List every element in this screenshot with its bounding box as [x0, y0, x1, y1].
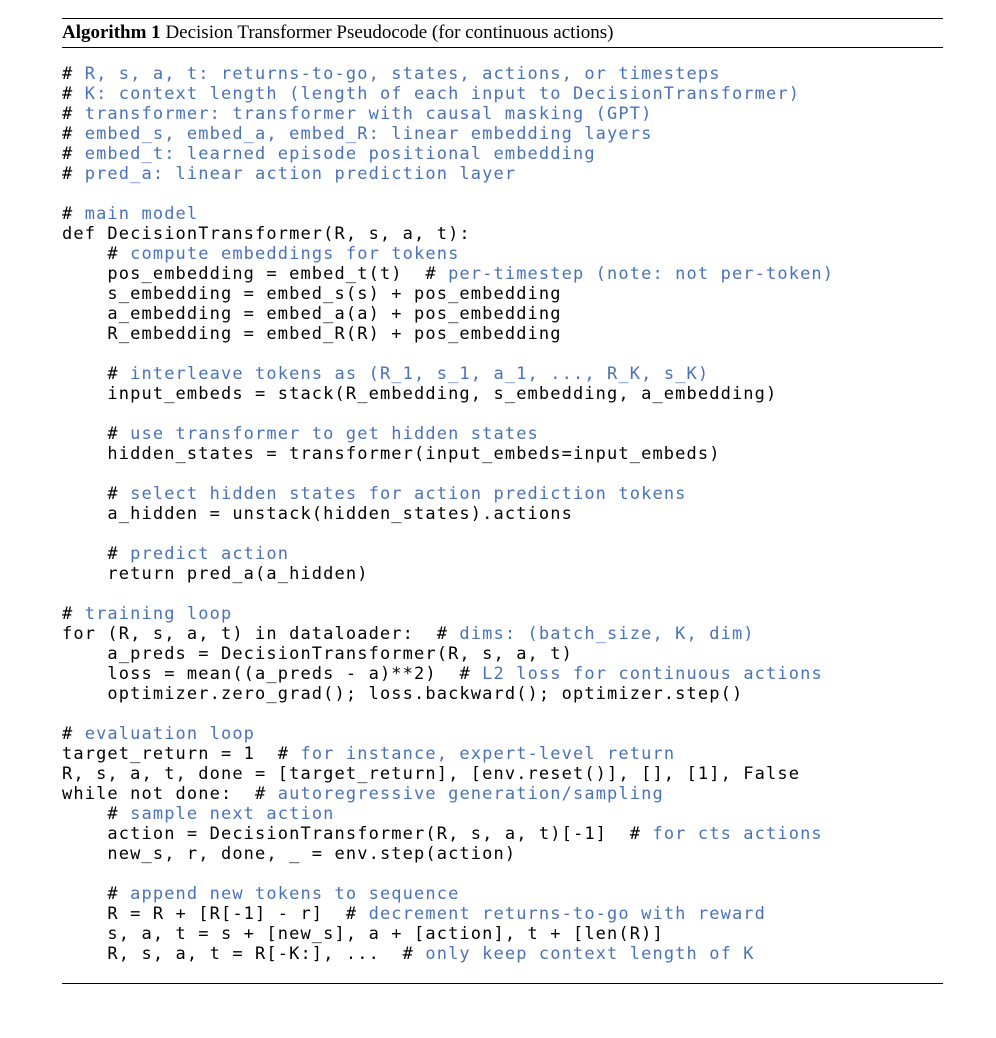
- comment-marker: #: [629, 824, 642, 844]
- code-text: action = DecisionTransformer(R, s, a, t)[-1]: [107, 824, 630, 844]
- code-indent: [62, 564, 107, 584]
- code-text: return pred_a(a_hidden): [107, 564, 369, 584]
- comment-marker: #: [62, 124, 74, 144]
- code-text: target_return = 1: [62, 744, 278, 764]
- code-indent: [62, 424, 107, 444]
- code-line: [62, 144, 943, 164]
- code-indent: [62, 904, 107, 924]
- code-indent: [62, 244, 107, 264]
- code-comment: L2 loss for continuous actions: [470, 664, 823, 684]
- code-comment: sample next action: [118, 804, 335, 824]
- code-line: [62, 744, 943, 764]
- code-indent: [62, 884, 107, 904]
- code-line: [62, 644, 943, 664]
- code-text: hidden_states = transformer(input_embeds=input_embeds): [107, 444, 721, 464]
- code-indent: [62, 684, 107, 704]
- comment-marker: #: [62, 144, 74, 164]
- comment-marker: #: [62, 64, 74, 84]
- code-comment: dims: (batch_size, K, dim): [448, 624, 755, 644]
- code-indent: [62, 504, 107, 524]
- code-line: [62, 424, 943, 444]
- code-line: [62, 64, 943, 84]
- code-comment: main model: [73, 204, 199, 224]
- code-text: a_hidden = unstack(hidden_states).actions: [107, 504, 573, 524]
- comment-marker: #: [345, 904, 358, 924]
- code-comment: embed_t: learned episode positional embedding: [73, 144, 596, 164]
- code-line: [62, 104, 943, 124]
- code-indent: [62, 924, 107, 944]
- comment-marker: #: [402, 944, 415, 964]
- comment-marker: #: [62, 164, 74, 184]
- code-line: [62, 904, 943, 924]
- code-text: R, s, a, t, done = [target_return], [env.reset()], [], [1], False: [62, 764, 801, 784]
- code-text: pos_embedding = embed_t(t): [107, 264, 426, 284]
- code-text: loss = mean((a_preds - a)**2): [107, 664, 460, 684]
- code-comment: for cts actions: [641, 824, 823, 844]
- comment-marker: #: [277, 744, 290, 764]
- code-text: for (R, s, a, t) in dataloader:: [62, 624, 437, 644]
- comment-marker: #: [459, 664, 471, 684]
- code-indent: [62, 644, 107, 664]
- code-line: [62, 84, 943, 104]
- code-line: [62, 264, 943, 284]
- code-blank-line: [62, 184, 943, 204]
- code-indent: [62, 264, 107, 284]
- code-blank-line: [62, 524, 943, 544]
- code-line: [62, 444, 943, 464]
- comment-marker: #: [436, 624, 449, 644]
- algorithm-block: [62, 18, 943, 984]
- code-comment: select hidden states for action prediction tokens: [118, 484, 687, 504]
- code-comment: R, s, a, t: returns-to-go, states, actions, or timesteps: [73, 64, 721, 84]
- code-text: def DecisionTransformer(R, s, a, t):: [62, 224, 471, 244]
- code-indent: [62, 304, 107, 324]
- code-indent: [62, 804, 107, 824]
- comment-marker: #: [425, 264, 437, 284]
- code-indent: [62, 944, 107, 964]
- algorithm-title: Decision Transformer Pseudocode (for continuous actions): [160, 22, 614, 43]
- code-blank-line: [62, 344, 943, 364]
- code-indent: [62, 364, 107, 384]
- comment-marker: #: [255, 784, 267, 804]
- code-line: [62, 304, 943, 324]
- code-blank-line: [62, 404, 943, 424]
- code-text: s, a, t = s + [new_s], a + [action], t + [len(R)]: [107, 924, 664, 944]
- code-indent: [62, 824, 107, 844]
- comment-marker: #: [62, 204, 74, 224]
- code-comment: K: context length (length of each input to DecisionTransformer): [73, 84, 801, 104]
- code-line: [62, 804, 943, 824]
- code-comment: per-timestep (note: not per-token): [436, 264, 835, 284]
- code-indent: [62, 324, 107, 344]
- code-line: [62, 364, 943, 384]
- code-text: R, s, a, t = R[-K:], ...: [107, 944, 403, 964]
- code-line: [62, 944, 943, 964]
- code-comment: compute embeddings for tokens: [118, 244, 460, 264]
- code-line: [62, 504, 943, 524]
- code-line: [62, 384, 943, 404]
- code-line: [62, 784, 943, 804]
- code-indent: [62, 384, 107, 404]
- code-text: s_embedding = embed_s(s) + pos_embedding: [107, 284, 562, 304]
- code-indent: [62, 844, 107, 864]
- code-line: [62, 324, 943, 344]
- code-line: [62, 284, 943, 304]
- code-line: [62, 544, 943, 564]
- code-blank-line: [62, 464, 943, 484]
- comment-marker: #: [107, 544, 119, 564]
- code-comment: predict action: [118, 544, 290, 564]
- code-comment: pred_a: linear action prediction layer: [73, 164, 517, 184]
- code-line: [62, 844, 943, 864]
- code-line: [62, 684, 943, 704]
- code-text: R_embedding = embed_R(R) + pos_embedding: [107, 324, 562, 344]
- comment-marker: #: [62, 104, 74, 124]
- bottom-rule: [62, 983, 943, 984]
- code-text: optimizer.zero_grad(); loss.backward(); optimizer.step(): [107, 684, 744, 704]
- code-text: a_preds = DecisionTransformer(R, s, a, t): [107, 644, 573, 664]
- code-comment: interleave tokens as (R_1, s_1, a_1, ..., R_K, s_K): [118, 364, 710, 384]
- code-line: [62, 764, 943, 784]
- code-line: [62, 124, 943, 144]
- code-text: new_s, r, done, _ = env.step(action): [107, 844, 517, 864]
- code-blank-line: [62, 584, 943, 604]
- code-line: [62, 204, 943, 224]
- algorithm-label: Algorithm 1: [62, 22, 161, 43]
- code-line: [62, 624, 943, 644]
- code-indent: [62, 664, 107, 684]
- comment-marker: #: [107, 424, 119, 444]
- code-text: while not done:: [62, 784, 256, 804]
- code-text: R = R + [R[-1] - r]: [107, 904, 346, 924]
- pseudocode-listing: [62, 48, 943, 983]
- comment-marker: #: [62, 84, 74, 104]
- code-text: input_embeds = stack(R_embedding, s_embedding, a_embedding): [107, 384, 778, 404]
- code-line: [62, 924, 943, 944]
- code-comment: training loop: [73, 604, 233, 624]
- code-line: [62, 604, 943, 624]
- code-comment: use transformer to get hidden states: [118, 424, 539, 444]
- code-indent: [62, 544, 107, 564]
- code-comment: autoregressive generation/sampling: [266, 784, 664, 804]
- code-indent: [62, 284, 107, 304]
- code-blank-line: [62, 864, 943, 884]
- comment-marker: #: [107, 364, 119, 384]
- code-comment: embed_s, embed_a, embed_R: linear embedding layers: [73, 124, 653, 144]
- code-indent: [62, 444, 107, 464]
- code-line: [62, 824, 943, 844]
- code-line: [62, 724, 943, 744]
- comment-marker: #: [62, 604, 74, 624]
- comment-marker: #: [107, 884, 119, 904]
- code-comment: decrement returns-to-go with reward: [357, 904, 767, 924]
- code-line: [62, 244, 943, 264]
- code-comment: append new tokens to sequence: [118, 884, 460, 904]
- comment-marker: #: [107, 244, 119, 264]
- code-line: [62, 224, 943, 244]
- comment-marker: #: [107, 484, 119, 504]
- code-line: [62, 564, 943, 584]
- comment-marker: #: [62, 724, 74, 744]
- algorithm-caption: [62, 19, 943, 47]
- comment-marker: #: [107, 804, 119, 824]
- code-text: a_embedding = embed_a(a) + pos_embedding: [107, 304, 562, 324]
- code-comment: only keep context length of K: [414, 944, 755, 964]
- code-comment: transformer: transformer with causal masking (GPT): [73, 104, 653, 124]
- code-comment: for instance, expert-level return: [289, 744, 676, 764]
- code-indent: [62, 484, 107, 504]
- code-line: [62, 164, 943, 184]
- code-comment: evaluation loop: [73, 724, 256, 744]
- code-line: [62, 484, 943, 504]
- code-blank-line: [62, 704, 943, 724]
- code-line: [62, 884, 943, 904]
- code-line: [62, 664, 943, 684]
